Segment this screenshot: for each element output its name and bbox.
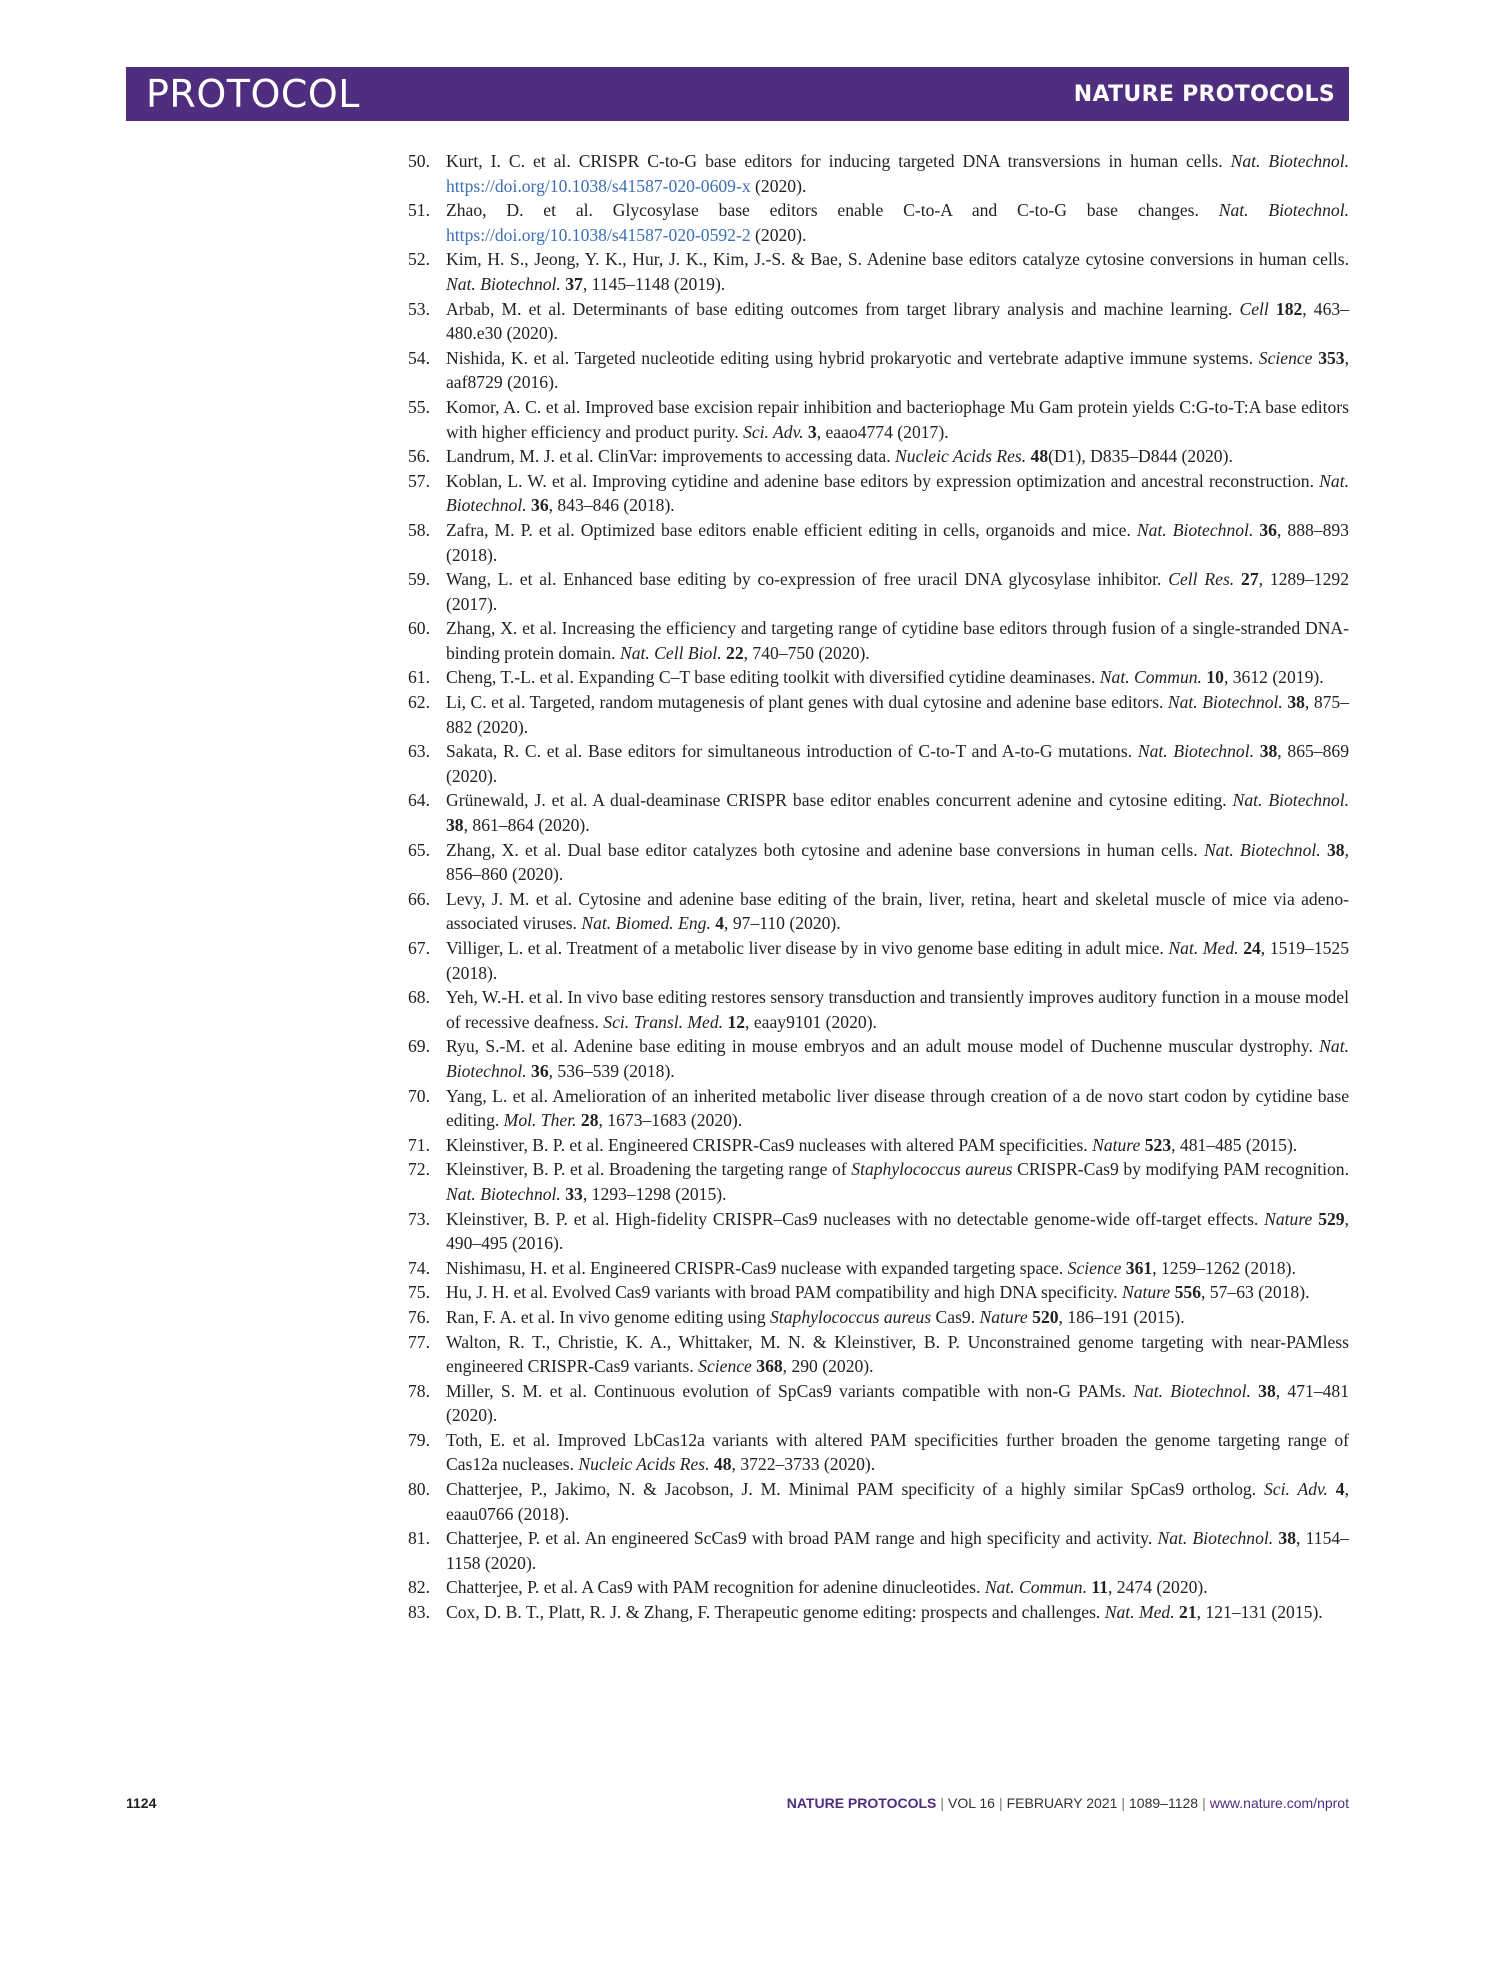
reference-volume: 556 [1174, 1282, 1201, 1303]
footer-date: FEBRUARY 2021 [1006, 1795, 1118, 1811]
reference-text: , 1293–1298 (2015). [582, 1183, 727, 1204]
reference-volume: 4 [1335, 1479, 1345, 1500]
reference-item [408, 1526, 1349, 1575]
footer-separator: | [1121, 1795, 1126, 1811]
reference-text [1328, 1479, 1336, 1499]
header-banner [126, 67, 1349, 121]
reference-text: (D1), D835–D844 (2020). [1048, 446, 1233, 467]
reference-number: 64. [408, 790, 430, 811]
reference-item [408, 1477, 1349, 1526]
reference-journal: Nat. Biotechnol. [446, 1183, 561, 1204]
reference-item [408, 665, 1349, 690]
reference-item [408, 444, 1349, 469]
reference-text: , 861–864 (2020). [463, 815, 590, 836]
reference-journal: Nucleic Acids Res. [895, 446, 1027, 467]
reference-item [408, 1600, 1349, 1625]
reference-item [408, 985, 1349, 1034]
reference-number: 69. [408, 1036, 430, 1057]
reference-text: Grünewald, J. et al. A dual-deaminase CRISPR base editor enables concurrent adenine and cytosine editing. [446, 790, 1233, 811]
reference-item [408, 247, 1349, 296]
reference-number: 79. [408, 1429, 430, 1450]
reference-text: Cheng, T.-L. et al. Expanding C–T base editing toolkit with diversified cytidine deaminases. [446, 667, 1100, 688]
reference-item [408, 936, 1349, 985]
reference-item [408, 1157, 1349, 1206]
reference-journal: Nat. Biotechnol. [446, 470, 1349, 516]
reference-journal: Nat. Biotechnol. [1232, 790, 1349, 811]
footer-pages: 1089–1128 [1129, 1795, 1199, 1811]
reference-number: 67. [408, 938, 430, 958]
reference-item [408, 788, 1349, 837]
reference-number: 68. [408, 987, 430, 1008]
journal-name: NATURE PROTOCOLS [1073, 82, 1335, 107]
reference-item [408, 1305, 1349, 1330]
reference-text: Zhang, X. et al. Dual base editor catalyzes both cytosine and adenine base conversions in human cells. [446, 839, 1204, 860]
reference-journal: Nat. Biotechnol. [1203, 839, 1321, 860]
reference-number: 71. [408, 1134, 430, 1155]
footer-url[interactable]: www.nature.com/nprot [1209, 1795, 1349, 1811]
reference-number: 55. [408, 396, 430, 417]
reference-journal: Nat. Biotechnol. [446, 273, 561, 294]
reference-text: Cas9. [931, 1306, 980, 1327]
reference-text [1269, 299, 1276, 319]
reference-text: Levy, J. M. et al. Cytosine and adenine base editing of the brain, liver, retina, heart and skeletal muscle of mice via adeno-associated viruses. [446, 888, 1349, 934]
reference-text: Chatterjee, P. et al. An engineered ScCas9 with broad PAM range and high specificity and activity. [446, 1528, 1158, 1549]
reference-item [408, 1256, 1349, 1281]
reference-number: 78. [408, 1380, 430, 1401]
reference-item [408, 1280, 1349, 1305]
reference-number: 50. [408, 151, 430, 171]
reference-item [408, 616, 1349, 665]
reference-number: 57. [408, 470, 430, 491]
reference-text: , 865–869 (2020). [446, 741, 1349, 786]
reference-item [408, 739, 1349, 788]
reference-volume: 38 [1278, 1528, 1296, 1549]
reference-text: Li, C. et al. Targeted, random mutagenesis of plant genes with dual cytosine and adenine base editors. [446, 692, 1168, 713]
reference-journal: Science [1067, 1257, 1122, 1278]
reference-number: 58. [408, 519, 430, 540]
reference-text: Villiger, L. et al. Treatment of a metabolic liver disease by in vivo genome base editing in adult mice. [446, 938, 1169, 958]
reference-volume: 36 [531, 1060, 549, 1081]
reference-text: Walton, R. T., Christie, K. A., Whittaker, M. N. & Kleinstiver, B. P. Unconstrained genome targeting with near-PAMless engineered CRISPR-Cas9 variants. [446, 1331, 1349, 1377]
reference-journal: Nat. Biotechnol. [1133, 1380, 1251, 1401]
reference-volume: 38 [1258, 1380, 1276, 1401]
reference-item [408, 1379, 1349, 1428]
reference-volume: 10 [1206, 667, 1224, 688]
reference-item [408, 469, 1349, 518]
reference-number: 54. [408, 347, 430, 368]
reference-number: 75. [408, 1282, 430, 1303]
section-label: PROTOCOL [146, 72, 360, 116]
reference-journal: Nat. Biotechnol. [1157, 1528, 1274, 1549]
reference-item [408, 1084, 1349, 1133]
reference-volume: 21 [1179, 1602, 1197, 1623]
reference-text: Nishimasu, H. et al. Engineered CRISPR-Cas9 nuclease with expanded targeting space. [446, 1257, 1068, 1278]
reference-text: Kim, H. S., Jeong, Y. K., Hur, J. K., Kim, J.-S. & Bae, S. Adenine base editors catalyze cytosine conversions in human cells. [446, 249, 1349, 270]
reference-number: 70. [408, 1085, 430, 1106]
page-number: 1124 [126, 1795, 157, 1811]
reference-text: , 463–480.e30 (2020). [446, 298, 1349, 344]
reference-journal: Nat. Cell Biol. [619, 642, 722, 663]
reference-journal: Staphylococcus aureus [770, 1306, 932, 1327]
reference-text: Zhang, X. et al. Increasing the efficiency and targeting range of cytidine base editors through fusion of a single-stranded DNA-binding protein domain. [446, 618, 1349, 663]
reference-text: , 888–893 (2018). [446, 519, 1349, 565]
reference-journal: Nature [1264, 1208, 1313, 1229]
reference-text: , aaf8729 (2016). [446, 347, 1349, 393]
reference-volume: 27 [1241, 569, 1259, 590]
reference-volume: 22 [726, 642, 744, 663]
reference-number: 63. [408, 741, 430, 762]
reference-journal: Nat. Biotechnol. [1167, 692, 1283, 713]
footer-journal: NATURE PROTOCOLS [786, 1795, 937, 1811]
reference-number: 66. [408, 888, 430, 909]
reference-text: , 2474 (2020). [1108, 1577, 1208, 1598]
reference-volume: 37 [565, 273, 583, 294]
reference-doi-link[interactable]: https://doi.org/10.1038/s41587-020-0609-x [446, 175, 751, 196]
reference-volume: 361 [1125, 1257, 1153, 1278]
reference-number: 81. [408, 1528, 430, 1549]
reference-number: 56. [408, 446, 430, 467]
reference-text: , 1289–1292 (2017). [446, 569, 1349, 614]
reference-text: Kleinstiver, B. P. et al. High-fidelity CRISPR–Cas9 nucleases with no detectable genome-wide off-target effects. [446, 1208, 1265, 1229]
reference-volume: 48 [713, 1454, 732, 1475]
reference-volume: 33 [565, 1183, 583, 1204]
reference-text: Yang, L. et al. Amelioration of an inherited metabolic liver disease through creation of a de novo start codon by cytidine base editing. [446, 1085, 1349, 1131]
reference-volume: 520 [1032, 1306, 1059, 1327]
reference-text: , 490–495 (2016). [446, 1208, 1349, 1254]
reference-item [408, 297, 1349, 346]
reference-item [408, 395, 1349, 444]
reference-text: , 1154–1158 (2020). [446, 1528, 1349, 1573]
reference-volume: 12 [727, 1011, 746, 1032]
reference-number: 76. [408, 1306, 430, 1327]
reference-item [408, 1575, 1349, 1600]
reference-text: , 290 (2020). [782, 1356, 874, 1377]
reference-volume: 38 [1327, 839, 1345, 860]
reference-journal: Nat. Biotechnol. [1218, 200, 1349, 221]
reference-journal: Nat. Biotechnol. [1137, 741, 1254, 762]
reference-volume: 48 [1030, 446, 1049, 467]
reference-item [408, 198, 1349, 247]
reference-text: , 536–539 (2018). [548, 1060, 675, 1081]
reference-text: , 1519–1525 (2018). [446, 938, 1350, 983]
reference-item [408, 567, 1349, 616]
footer-separator: | [1202, 1795, 1206, 1811]
reference-item [408, 1034, 1349, 1083]
reference-text: , 740–750 (2020). [743, 642, 870, 663]
reference-journal: Sci. Adv. [743, 421, 804, 442]
reference-text: , 121–131 (2015). [1196, 1602, 1323, 1623]
reference-journal: Cell Res. [1168, 569, 1235, 590]
reference-text: Komor, A. C. et al. Improved base excision repair inhibition and bacteriophage Mu Gam protein yields C:G-to-T:A base editors with higher efficiency and product purity. [446, 396, 1349, 442]
footer-volume: VOL 16 [948, 1795, 995, 1811]
reference-volume: 24 [1243, 938, 1261, 958]
reference-text: , 1259–1262 (2018). [1152, 1257, 1296, 1278]
reference-volume: 36 [531, 495, 549, 516]
reference-journal: Nat. Commun. [984, 1577, 1087, 1598]
reference-number: 80. [408, 1479, 430, 1500]
reference-text: Chatterjee, P. et al. A Cas9 with PAM recognition for adenine dinucleotides. [446, 1577, 985, 1598]
reference-journal: Science [698, 1356, 752, 1377]
reference-text: Koblan, L. W. et al. Improving cytidine and adenine base editors by expression optimization and ancestral reconstruction. [446, 470, 1320, 491]
reference-journal: Staphylococcus aureus [851, 1159, 1013, 1180]
reference-journal: Nat. Med. [1168, 938, 1239, 958]
reference-item [408, 887, 1349, 936]
reference-journal: Nat. Commun. [1099, 667, 1202, 688]
reference-number: 73. [408, 1208, 430, 1229]
reference-journal: Mol. Ther. [503, 1110, 577, 1131]
reference-text: Zhao, D. et al. Glycosylase base editors enable C-to-A and C-to-G base changes. [446, 200, 1219, 221]
reference-journal: Nat. Biotechnol. [446, 1036, 1349, 1081]
reference-volume: 182 [1275, 298, 1303, 319]
reference-text: CRISPR-Cas9 by modifying PAM recognition. [1012, 1159, 1349, 1180]
reference-volume: 38 [1259, 741, 1278, 762]
reference-text: Kleinstiver, B. P. et al. Engineered CRISPR-Cas9 nucleases with altered PAM specificities. [446, 1134, 1093, 1155]
reference-text: Hu, J. H. et al. Evolved Cas9 variants with broad PAM compatibility and high DNA specificity. [446, 1282, 1122, 1303]
reference-item [408, 838, 1349, 887]
reference-text: , 3612 (2019). [1223, 667, 1324, 688]
reference-text: , 856–860 (2020). [446, 839, 1349, 885]
reference-item [408, 346, 1349, 395]
reference-volume: 529 [1318, 1208, 1345, 1229]
reference-journal: Cell [1239, 298, 1269, 319]
footer-separator: | [998, 1795, 1003, 1811]
reference-item [408, 1330, 1349, 1379]
reference-item [408, 1207, 1349, 1256]
reference-text [1234, 569, 1241, 589]
reference-text: , 186–191 (2015). [1058, 1306, 1185, 1327]
reference-volume: 353 [1318, 347, 1345, 368]
reference-volume: 368 [756, 1356, 783, 1377]
reference-list [408, 149, 1349, 1625]
reference-volume: 28 [580, 1110, 599, 1131]
reference-item [408, 1428, 1349, 1477]
reference-volume: 11 [1091, 1577, 1108, 1598]
reference-text: Nishida, K. et al. Targeted nucleotide editing using hybrid prokaryotic and vertebrate adaptive immune systems. [446, 347, 1259, 368]
reference-text: Chatterjee, P., Jakimo, N. & Jacobson, J. M. Minimal PAM specificity of a highly similar SpCas9 ortholog. [446, 1479, 1264, 1500]
reference-volume: 523 [1144, 1134, 1172, 1155]
reference-journal: Nat. Med. [1104, 1602, 1175, 1623]
reference-text: , eaau0766 (2018). [446, 1479, 1349, 1524]
reference-text: Kleinstiver, B. P. et al. Broadening the targeting range of [446, 1159, 852, 1180]
reference-number: 62. [408, 692, 430, 713]
reference-number: 83. [408, 1602, 430, 1623]
reference-journal: Sci. Transl. Med. [603, 1011, 724, 1032]
reference-text: , 57–63 (2018). [1201, 1282, 1310, 1303]
reference-journal: Nature [1092, 1134, 1141, 1155]
reference-text: , 97–110 (2020). [724, 913, 841, 934]
reference-volume: 38 [1287, 692, 1305, 713]
reference-item [408, 149, 1349, 198]
reference-text: Yeh, W.-H. et al. In vivo base editing restores sensory transduction and transiently improves auditory function in a mouse model of recessive deafness. [446, 987, 1349, 1032]
reference-item [408, 518, 1349, 567]
reference-text: , 1145–1148 (2019). [582, 273, 726, 294]
reference-journal: Science [1258, 347, 1313, 368]
footer-citation [787, 1794, 1349, 1812]
reference-number: 59. [408, 569, 430, 590]
footer-separator: | [940, 1795, 944, 1811]
reference-item [408, 1133, 1349, 1158]
reference-number: 51. [408, 200, 430, 221]
reference-text: Ran, F. A. et al. In vivo genome editing using [446, 1306, 771, 1327]
reference-text: , 843–846 (2018). [548, 495, 675, 516]
reference-text: , 3722–3733 (2020). [731, 1454, 876, 1475]
reference-number: 61. [408, 667, 430, 688]
reference-number: 72. [408, 1159, 430, 1180]
reference-volume: 36 [1259, 519, 1277, 540]
reference-text: , 875–882 (2020). [446, 692, 1350, 737]
reference-text: Arbab, M. et al. Determinants of base editing outcomes from target library analysis and machine learning. [446, 298, 1240, 319]
reference-journal: Nucleic Acids Res. [578, 1454, 710, 1475]
reference-journal: Sci. Adv. [1264, 1479, 1328, 1500]
reference-volume: 3 [807, 421, 817, 442]
reference-text: Miller, S. M. et al. Continuous evolution of SpCas9 variants compatible with non-G PAMs. [446, 1380, 1134, 1401]
reference-text: (2020). [750, 175, 807, 196]
reference-number: 60. [408, 618, 430, 639]
reference-text: Cox, D. B. T., Platt, R. J. & Zhang, F. Therapeutic genome editing: prospects and challenges. [446, 1602, 1105, 1623]
reference-number: 53. [408, 298, 430, 319]
reference-text: Zafra, M. P. et al. Optimized base editors enable efficient editing in cells, organoids and mice. [446, 519, 1137, 540]
reference-text: Landrum, M. J. et al. ClinVar: improvements to accessing data. [446, 446, 896, 467]
reference-number: 65. [408, 839, 430, 860]
reference-text: , eaay9101 (2020). [745, 1011, 877, 1032]
reference-text: Kurt, I. C. et al. CRISPR C-to-G base editors for inducing targeted DNA transversions in human cells. [446, 151, 1231, 171]
reference-text: Sakata, R. C. et al. Base editors for simultaneous introduction of C-to-T and A-to-G mutations. [446, 741, 1138, 762]
reference-text: Ryu, S.-M. et al. Adenine base editing in mouse embryos and an adult mouse model of Duchenne muscular dystrophy. [446, 1036, 1320, 1057]
reference-journal: Nat. Biotechnol. [1136, 519, 1254, 540]
reference-text: , 1673–1683 (2020). [598, 1110, 743, 1131]
reference-text: , 481–485 (2015). [1171, 1134, 1298, 1155]
reference-number: 82. [408, 1577, 430, 1598]
reference-journal: Nat. Biotechnol. [1230, 151, 1349, 171]
reference-journal: Nat. Biomed. Eng. [581, 913, 711, 934]
reference-number: 77. [408, 1331, 430, 1352]
reference-number: 52. [408, 249, 430, 270]
reference-volume: 38 [446, 815, 464, 836]
reference-text: (2020). [750, 224, 807, 245]
reference-text: Wang, L. et al. Enhanced base editing by co-expression of free uracil DNA glycosylase inhibitor. [446, 569, 1169, 590]
reference-journal: Nature [979, 1306, 1028, 1327]
reference-text: Toth, E. et al. Improved LbCas12a variants with altered PAM specificities further broaden the genome targeting range of Cas12a nucleases. [446, 1429, 1349, 1475]
reference-text: , 471–481 (2020). [446, 1380, 1350, 1426]
reference-journal: Nature [1121, 1282, 1171, 1303]
reference-item [408, 690, 1349, 739]
reference-number: 74. [408, 1257, 430, 1278]
reference-volume: 4 [715, 913, 725, 934]
reference-doi-link[interactable]: https://doi.org/10.1038/s41587-020-0592-2 [446, 224, 751, 245]
reference-text: , eaao4774 (2017). [816, 421, 949, 442]
